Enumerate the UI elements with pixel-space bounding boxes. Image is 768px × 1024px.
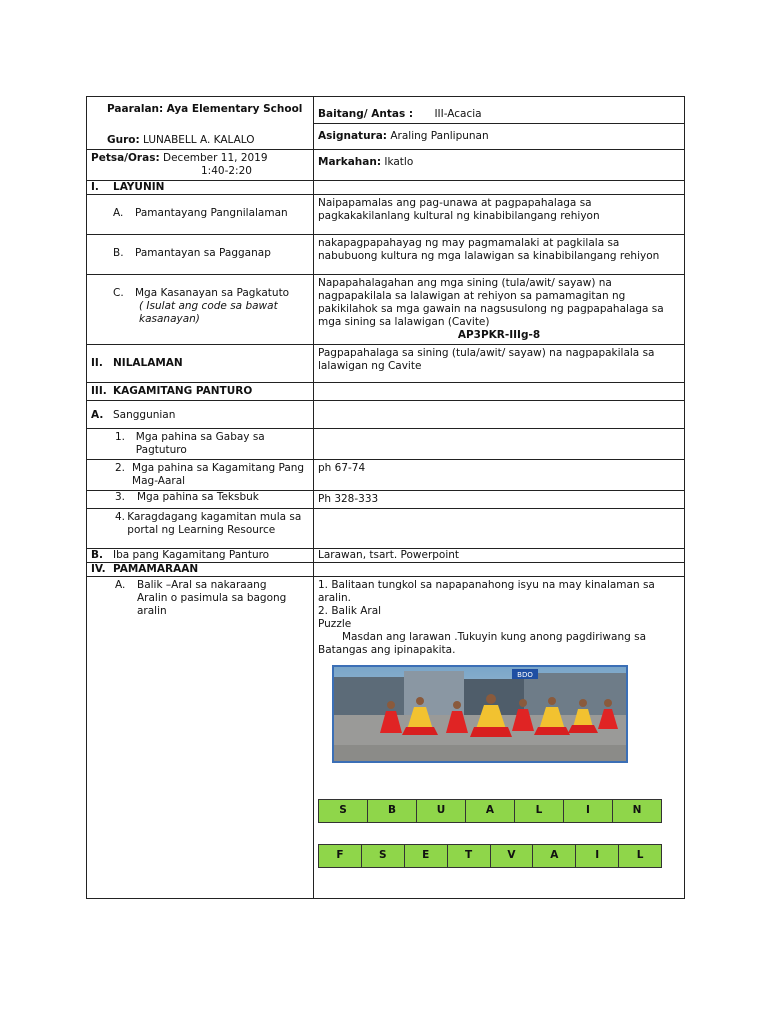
layunin-num: I. [91, 180, 99, 193]
other-materials-num: B. [91, 548, 103, 561]
balik-aral-line4: Masdan ang larawan .Tukuyin kung anong pagdiriwang sa Batangas ang ipinapakita. [318, 630, 647, 656]
grade-value: III-Acacia [434, 108, 482, 120]
sanggunian-label: Sanggunian [113, 408, 176, 421]
puzzle-row-2 [318, 844, 662, 868]
sanggunian-empty [314, 400, 685, 428]
grade-cell [314, 97, 685, 124]
pamamaraan-empty [314, 562, 685, 576]
ref-item-3-value: Ph 328-333 [314, 490, 685, 508]
ref-item-1-label: Mga pahina sa Gabay sa Pagtuturo [135, 430, 265, 456]
sanggunian-num: A. [91, 408, 104, 421]
ref-item-4-label: Karagdagang kagamitan mula sa portal ng Learning Resource [127, 510, 302, 536]
ref-item-4-value [314, 508, 685, 548]
puzzle1-letter-box: A [466, 800, 515, 822]
puzzle2-letter-box: A [533, 845, 576, 867]
pamamaraan-heading [87, 562, 314, 576]
layunin-a-value: Naipapamalas ang pag-unawa at pagpapahalaga sa pagkakakilanlang kultural ng kinabibilangang rehiyon [314, 194, 685, 234]
puzzle2-letter-box: L [619, 845, 661, 867]
layunin-b-num: B. [113, 246, 124, 259]
subject-value: Araling Panlipunan [390, 130, 489, 142]
nilalaman-value: Pagpapahalaga sa sining (tula/awit/ sayaw) na nagpapakilala sa lalawigan ng Cavite [314, 344, 685, 382]
layunin-b-cell [87, 234, 314, 274]
quarter-label: Markahan: [318, 155, 382, 168]
layunin-title: LAYUNIN [113, 180, 165, 193]
puzzle1-letter-box: I [564, 800, 613, 822]
balik-aral-line1: 1. Balitaan tungkol sa napapanahong isyu na may kinalaman sa aralin. [318, 578, 655, 604]
puzzle2-letter-box: I [576, 845, 619, 867]
layunin-heading [87, 180, 314, 194]
puzzle1-letter-box: L [515, 800, 564, 822]
school-value: Aya Elementary School [166, 103, 303, 115]
puzzle2-letter-box: T [448, 845, 491, 867]
grade-label: Baitang/ Antas : [318, 108, 414, 120]
ref-item-2-label: Mga pahina sa Kagamitang Pang Mag-Aaral [132, 461, 305, 487]
puzzle2-letter-box: S [362, 845, 405, 867]
date-label: Petsa/Oras: [91, 151, 160, 164]
ref-item-4-num: 4. [115, 510, 126, 523]
teacher-cell [87, 124, 314, 150]
puzzle2-letter-box: F [319, 845, 362, 867]
teacher-value: LUNABELL A. KALALO [143, 133, 255, 146]
layunin-c-value-cell [314, 274, 685, 344]
festival-photo-image [334, 667, 626, 761]
festival-photo [332, 665, 628, 763]
quarter-cell [314, 149, 685, 180]
balik-aral-cell [87, 576, 314, 899]
ref-item-1-num: 1. [115, 430, 126, 443]
ref-item-1 [87, 428, 314, 459]
layunin-c-code: AP3PKR-IIIg-8 [457, 328, 541, 341]
ref-item-3-num: 3. [115, 490, 126, 503]
ref-item-1-value [314, 428, 685, 459]
kagamitan-num: III. [91, 384, 107, 397]
puzzle-row-1 [318, 799, 662, 823]
time-value: 1:40-2:20 [201, 164, 252, 177]
ref-item-3-label: Mga pahina sa Teksbuk [137, 490, 259, 503]
puzzle2-letter-box: V [491, 845, 534, 867]
kagamitan-heading [87, 382, 314, 400]
puzzle1-letter-box: U [417, 800, 466, 822]
subject-cell [314, 124, 685, 150]
quarter-value: Ikatlo [384, 155, 414, 168]
sanggunian-cell [87, 400, 314, 428]
layunin-empty [314, 180, 685, 194]
balik-aral-line3: Puzzle [318, 617, 352, 630]
nilalaman-num: II. [91, 356, 103, 369]
layunin-c-note: ( Isulat ang code sa bawat kasanayan) [139, 299, 278, 325]
ref-item-2-value: ph 67-74 [314, 459, 685, 490]
lesson-plan-table [86, 96, 685, 899]
other-materials-cell [87, 548, 314, 562]
other-materials-label: Iba pang Kagamitang Panturo [113, 548, 270, 561]
layunin-c-value: Napapahalagahan ang mga sining (tula/awit/ sayaw) na nagpapakilala sa lalawigan at rehiyon sa pamamagitan ng pakikilahok sa mga gawain na nagsusulong ng pagpapahalaga sa mga sining sa lalawigan (Cavite) [318, 276, 664, 328]
nilalaman-title: NILALAMAN [113, 356, 183, 369]
pamamaraan-title: PAMAMARAAN [113, 562, 199, 575]
layunin-c-num: C. [113, 286, 124, 299]
date-cell [87, 149, 314, 180]
date-value: December 11, 2019 [163, 151, 268, 164]
layunin-b-label: Pamantayan sa Pagganap [135, 246, 271, 259]
subject-label: Asignatura: [318, 130, 388, 142]
ref-item-3 [87, 490, 314, 508]
puzzle1-letter-box: N [613, 800, 661, 822]
other-materials-value: Larawan, tsart. Powerpoint [314, 548, 685, 562]
kagamitan-title: KAGAMITANG PANTURO [113, 384, 253, 397]
layunin-a-label: Pamantayang Pangnilalaman [135, 206, 288, 219]
ref-item-2 [87, 459, 314, 490]
ref-item-4 [87, 508, 314, 548]
layunin-b-value: nakapagpapahayag ng may pagmamalaki at pagkilala sa nabubuong kultura ng mga lalawigan sa kinabibilangang rehiyon [314, 234, 685, 274]
layunin-c-label: Mga Kasanayan sa Pagkatuto [135, 286, 290, 299]
school-cell [87, 97, 314, 124]
photo-sign-text: BDO [517, 670, 533, 679]
balik-aral-label: Balik –Aral sa nakaraang Aralin o pasimula sa bagong aralin [137, 578, 287, 617]
school-label: Paaralan: [107, 103, 164, 115]
layunin-a-cell [87, 194, 314, 234]
layunin-c-cell [87, 274, 314, 344]
pamamaraan-num: IV. [91, 562, 106, 575]
balik-aral-line2: 2. Balik Aral [318, 604, 382, 617]
puzzle1-letter-box: B [368, 800, 417, 822]
puzzle1-letter-box: S [319, 800, 368, 822]
balik-aral-content [314, 576, 685, 899]
layunin-a-num: A. [113, 206, 124, 219]
kagamitan-empty [314, 382, 685, 400]
ref-item-2-num: 2. [115, 461, 126, 474]
balik-aral-num: A. [115, 578, 126, 591]
puzzle2-letter-box: E [405, 845, 448, 867]
teacher-label: Guro: [107, 133, 140, 146]
nilalaman-heading [87, 344, 314, 382]
